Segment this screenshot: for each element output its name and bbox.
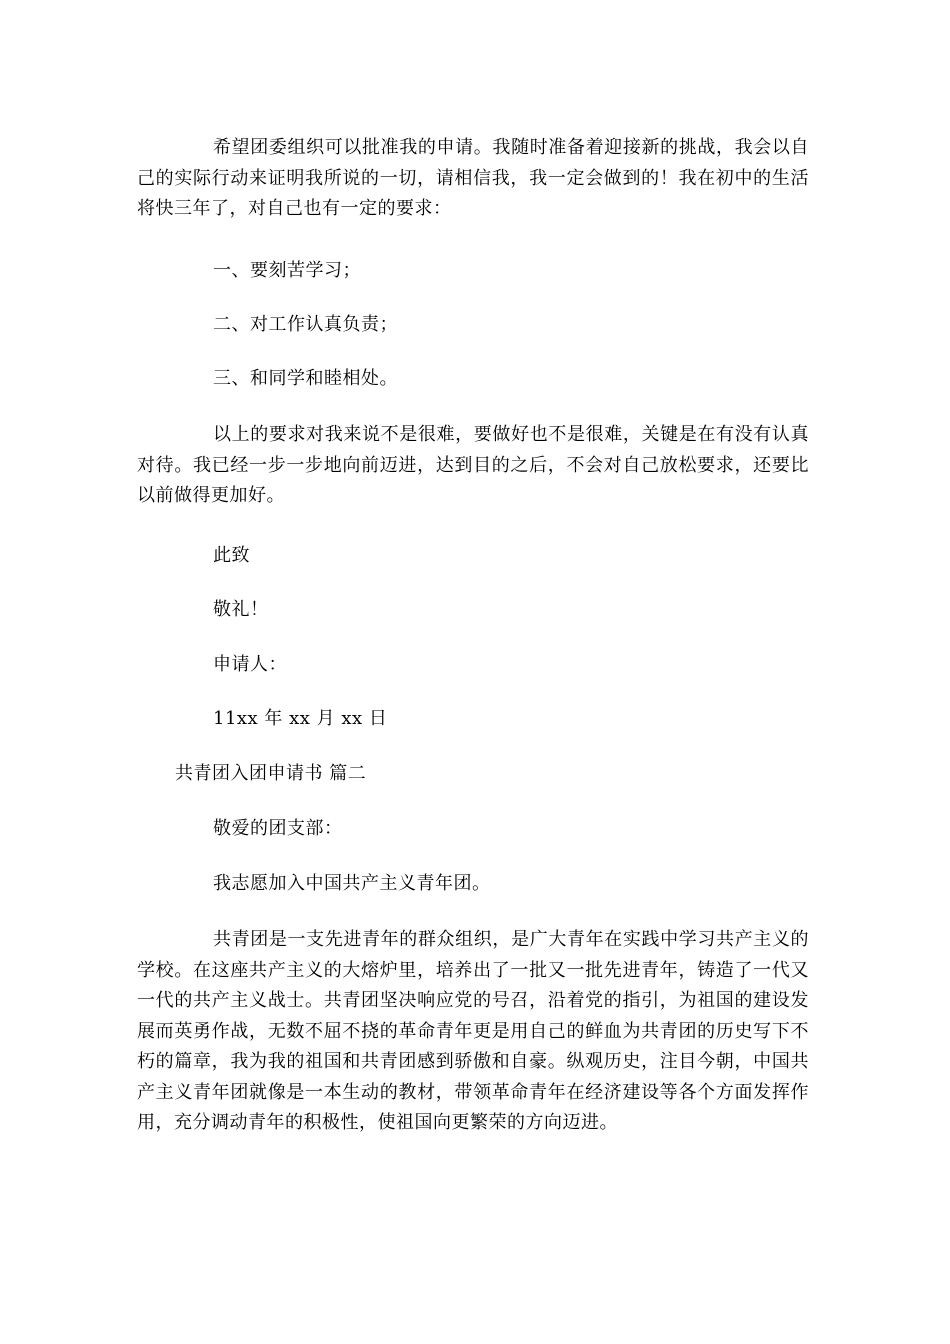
- requirement-study: 一、要刻苦学习；: [213, 260, 361, 281]
- paragraph-hope-approval: 希望团委组织可以批准我的申请。我随时准备着迎接新的挑战，我会以自己的实际行动来证明我所说的一切，请相信我，我一定会做到的！我在初中的生活将快三年了，对自己也有一定的要求：: [137, 137, 809, 219]
- requirement-work: 二、对工作认真负责；: [213, 314, 398, 335]
- requirement-classmates: 三、和同学和睦相处。: [213, 368, 398, 389]
- applicant-label: 申请人：: [213, 654, 287, 675]
- closing-cizhi: 此致: [213, 545, 250, 566]
- section-title: 共青团入团申请书 篇二: [175, 763, 367, 784]
- paragraph-league-description: 共青团是一支先进青年的群众组织，是广大青年在实践中学习共产主义的学校。在这座共产主义的大熔炉里，培养出了一批又一批先进青年，铸造了一代又一代的共产主义战士。共青团坚决响应党的号召，沿着党的指引，为祖国的建设发展而英勇作战，无数不屈不挠的革命青年更是用自己的鲜血为共青团的历史写下不朽的篇章，我为我的祖国和共青团感到骄傲和自豪。纵观历史，注目今朝，中国共产主义青年团就像是一本生动的教材，带领革命青年在经济建设等各个方面发挥作用，充分调动青年的积极性，使祖国向更繁荣的方向迈进。: [137, 929, 809, 1133]
- date-line: 11xx 年 xx 月 xx 日: [213, 708, 388, 729]
- paragraph-requirements-summary: 以上的要求对我来说不是很难，要做好也不是很难，关键是在有没有认真对待。我已经一步一步地向前迈进，达到目的之后，不会对自己放松要求，还要比以前做得更加好。: [137, 424, 809, 506]
- salutation: 敬爱的团支部：: [213, 818, 343, 839]
- closing-jingli: 敬礼！: [213, 599, 269, 620]
- intro-statement: 我志愿加入中国共产主义青年团。: [213, 873, 491, 894]
